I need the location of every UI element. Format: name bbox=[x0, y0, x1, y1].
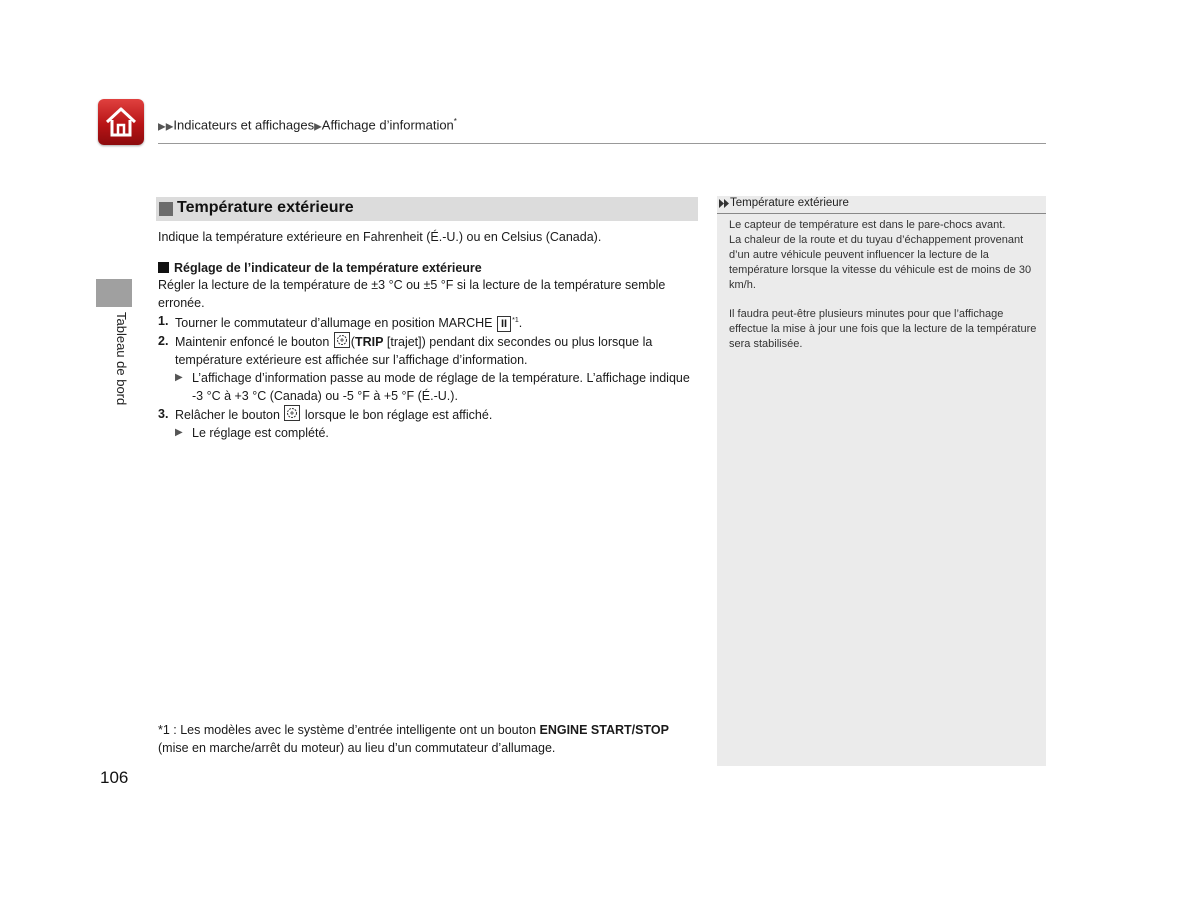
step-2: 2. Maintenir enfoncé le bouton (TRIP [trajet]) pendant dix secondes ou plus lorsque la température extérieure est affichée sur l’affichage d’information. ▶ L’affichage d’information passe au mode de réglage de la température. L’affichage indique -3 °C à +3 °C (Canada) ou -5 °F à +5 °F (É.-U.). bbox=[158, 332, 698, 405]
step-text: Tourner le commutateur d’allumage en position MARCHE bbox=[175, 316, 493, 331]
engine-start-stop-label: ENGINE START/STOP bbox=[539, 723, 669, 737]
section-intro: Indique la température extérieure en Fahrenheit (É.-U.) ou en Celsius (Canada). bbox=[158, 230, 602, 244]
model-marker: * bbox=[453, 117, 457, 126]
trip-label: TRIP bbox=[354, 335, 384, 350]
note-marker-icon bbox=[719, 199, 729, 208]
step-3: 3. Relâcher le bouton lorsque le bon réglage est affiché. ▶ Le réglage est complété. bbox=[158, 405, 698, 442]
step-text: Relâcher le bouton bbox=[175, 408, 280, 423]
breadcrumb-arrow-icon: ▶▶ bbox=[158, 121, 174, 133]
side-note-title: Température extérieure bbox=[730, 197, 849, 209]
header-divider bbox=[158, 143, 1046, 144]
side-note-header bbox=[717, 196, 1046, 214]
step-number: 3. bbox=[158, 407, 169, 422]
subsection-title-text: Réglage de l’indicateur de la température extérieure bbox=[174, 261, 482, 275]
subsection-description: Régler la lecture de la température de ±3 °C ou ±5 °F si la lecture de la température semble erronée. bbox=[158, 278, 666, 310]
steps-list bbox=[158, 312, 698, 442]
step-number: 2. bbox=[158, 334, 169, 349]
footnote: *1 : Les modèles avec le système d’entrée intelligente ont un bouton ENGINE START/STOP (mise en marche/arrêt du moteur) au lieu d’un commutateur d’allumage. bbox=[158, 723, 669, 755]
result-arrow-icon: ▶ bbox=[175, 372, 183, 384]
breadcrumb-link-indicateurs[interactable]: Indicateurs et affichages bbox=[173, 117, 315, 133]
chapter-tab[interactable] bbox=[96, 279, 132, 307]
subsection-square-icon bbox=[158, 262, 169, 273]
step-result: ▶ Le réglage est complété. bbox=[175, 426, 329, 441]
side-note-paragraph-2: Il faudra peut-être plusieurs minutes pour que l’affichage effectue la mise à jour une fois que la lecture de la température sera stabilisée. bbox=[729, 308, 1037, 350]
section-square-icon bbox=[159, 202, 173, 216]
breadcrumb-arrow-icon: ▶ bbox=[314, 121, 322, 133]
side-note-panel bbox=[717, 196, 1046, 766]
result-arrow-icon: ▶ bbox=[175, 427, 183, 439]
breadcrumb-current[interactable]: Affichage d’information bbox=[321, 117, 454, 133]
step-result: ▶ L’affichage d’information passe au mode de réglage de la température. L’affichage indique -3 °C à +3 °C (Canada) ou -5 °F à +5 °F (É.-U.). bbox=[175, 371, 690, 404]
chapter-label: Tableau de bord bbox=[114, 312, 129, 406]
home-button[interactable] bbox=[98, 99, 144, 145]
trip-button-icon bbox=[334, 332, 350, 348]
home-icon bbox=[103, 104, 139, 140]
footnote-ref[interactable]: *1 bbox=[512, 317, 519, 324]
page-number: 106 bbox=[100, 768, 129, 787]
trip-button-icon bbox=[284, 405, 300, 421]
breadcrumb bbox=[158, 117, 457, 132]
side-note-paragraph-1: Le capteur de température est dans le pare-chocs avant. La chaleur de la route et du tuyau d’échappement provenant d’un autre véhicule peuvent influencer la lecture de la température lorsque la vitesse du véhicule est de moins de 30 km/h. bbox=[729, 219, 1032, 291]
section-header bbox=[156, 197, 698, 221]
step-text: Maintenir enfoncé le bouton bbox=[175, 335, 330, 350]
section-title: Température extérieure bbox=[177, 199, 354, 216]
step-number: 1. bbox=[158, 314, 169, 328]
step-1: 1. Tourner le commutateur d’allumage en position MARCHE II $^{*1}$. bbox=[158, 314, 523, 331]
ignition-position-key-icon: II bbox=[497, 316, 511, 332]
subsection-title bbox=[158, 259, 482, 277]
